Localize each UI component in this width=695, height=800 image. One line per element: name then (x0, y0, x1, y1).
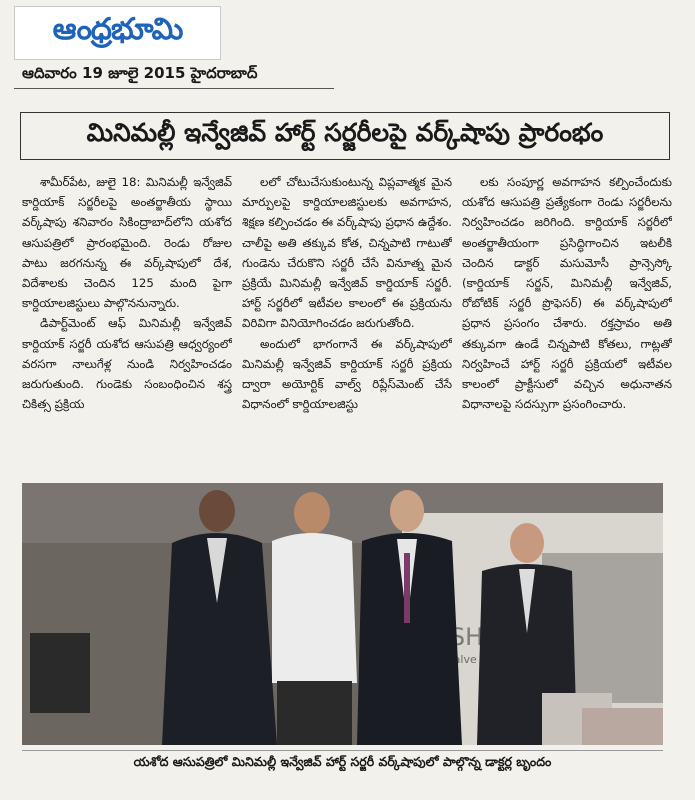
paragraph: శామీర్‌పేట, జులై 18: మినిమల్లీ ఇన్వేజివ్ కార్డియాక్ సర్జరీలపై అంతర్జాతీయ స్థాయి వర్క్‌షాపు శనివారం సికింద్రాబాద్‌లోని యశోద ఆసుపత్రిలో ప్రారంభమైంది. రెండు రోజుల పాటు జరగనున్న ఈ వర్క్‌షాపులో దేశ, విదేశాలకు చెందిన 125 మంది పైగా కార్డియాలజిస్టులు పాల్గొననున్నారు. (22, 175, 232, 311)
dateline: ఆదివారం 19 జూలై 2015 హైదరాబాద్ (22, 64, 258, 82)
newspaper-name: ఆంధ్రభూమి (52, 12, 183, 47)
article-column-3 (462, 172, 672, 472)
article-headline: మినిమల్లీ ఇన్వేజివ్ హార్ట్ సర్జరీలపై వర్క్‌షాపు ప్రారంభం (86, 118, 604, 147)
article-column-2 (242, 172, 452, 472)
banner-letters: SH (449, 623, 484, 651)
photo-caption: యశోద ఆసుపత్రిలో మినిమల్లీ ఇన్వేజివ్ హార్ట్ సర్జరీ వర్క్‌షాపులో పాల్గొన్న డాక్టర్ల బృందం (22, 750, 663, 775)
paragraph: డిపార్ట్‌మెంట్ ఆఫ్ మినిమల్లీ ఇన్వేజివ్ కార్డియాక్ సర్జరీ యశోద ఆసుపత్రి ఆధ్వర్యంలో వరసగా నాలుగేళ్ల నుండి నిర్వహించడం జరుగుతుంది. గుండెకు సంబంధించిన శస్త్ర చికిత్స ప్రక్రియ (22, 316, 232, 412)
paragraph: అందులో భాగంగానే ఈ వర్క్‌షాపులో మినిమల్లీ ఇన్వేజివ్ కార్డియాక్ సర్జరీ ప్రక్రియ ద్వారా అయోర్టిక్ వాల్వ్ రిప్లేస్‌మెంట్ చేసే విధానంలో కార్డియాలజిస్టు (242, 336, 452, 412)
paragraph: లలో చోటుచేసుకుంటున్న విప్లవాత్మక మైన మార్పులపై కార్డియాలజిస్టులకు అవగాహన, శిక్షణ కల్పించడం ఈ వర్క్‌షాపు ప్రధాన ఉద్దేశం. చాలీపై అతి తక్కువ కోత, చిన్నపాటి గాటుతో గుండెను చేరుకొని సర్జరీ చేసే వినూత్న మైన ప్రక్రియే మినిమల్లీ ఇన్వేజివ్ కార్డియాక్ సర్జరీ. హార్ట్ సర్జరీలో ఇటీవల కాలంలో ఈ ప్రక్రియను విరివిగా వినియోగించడం జరుగుతోంది. (242, 175, 452, 331)
headline-box (20, 112, 670, 160)
event-photo (22, 483, 663, 745)
article-column-1 (22, 172, 232, 472)
banner-text: Valve (447, 653, 477, 666)
paragraph: లకు సంపూర్ణ అవగాహన కల్పించేందుకు యశోద ఆసుపత్రి ప్రత్యేకంగా రెండు సర్జరీలను నిర్వహించడం జరిగింది. కార్డియాక్ సర్జరీలో అంతర్జాతీయంగా ప్రసిద్ధిగాంచిన ఇటలీకి చెందిన డాక్టర్ మసుమోసీ ప్రాన్సెస్కో (కార్డియాక్ సర్జన్, మినిమల్లీ ఇన్వేజివ్, రోబోటిక్ సర్జరీ ప్రొఫెసర్) ఈ వర్క్‌షాపులో ప్రధాన ప్రసంగం చేశారు. రక్తస్రావం అతి తక్కువగా ఉండే చిన్నపాటి కోతలు, గాట్లతో నిర్వహించే హార్ట్ సర్జరీ ప్రక్రియలో ఇటీవల కాలంలో ప్రాక్టీసులో వచ్చిన అధునాతన విధానాలపై సదస్సుగా ప్రసంగించారు. (462, 175, 672, 412)
newspaper-masthead (14, 6, 221, 60)
chair-shape (30, 633, 90, 713)
article-body (22, 172, 672, 472)
dateline-divider (14, 88, 334, 89)
